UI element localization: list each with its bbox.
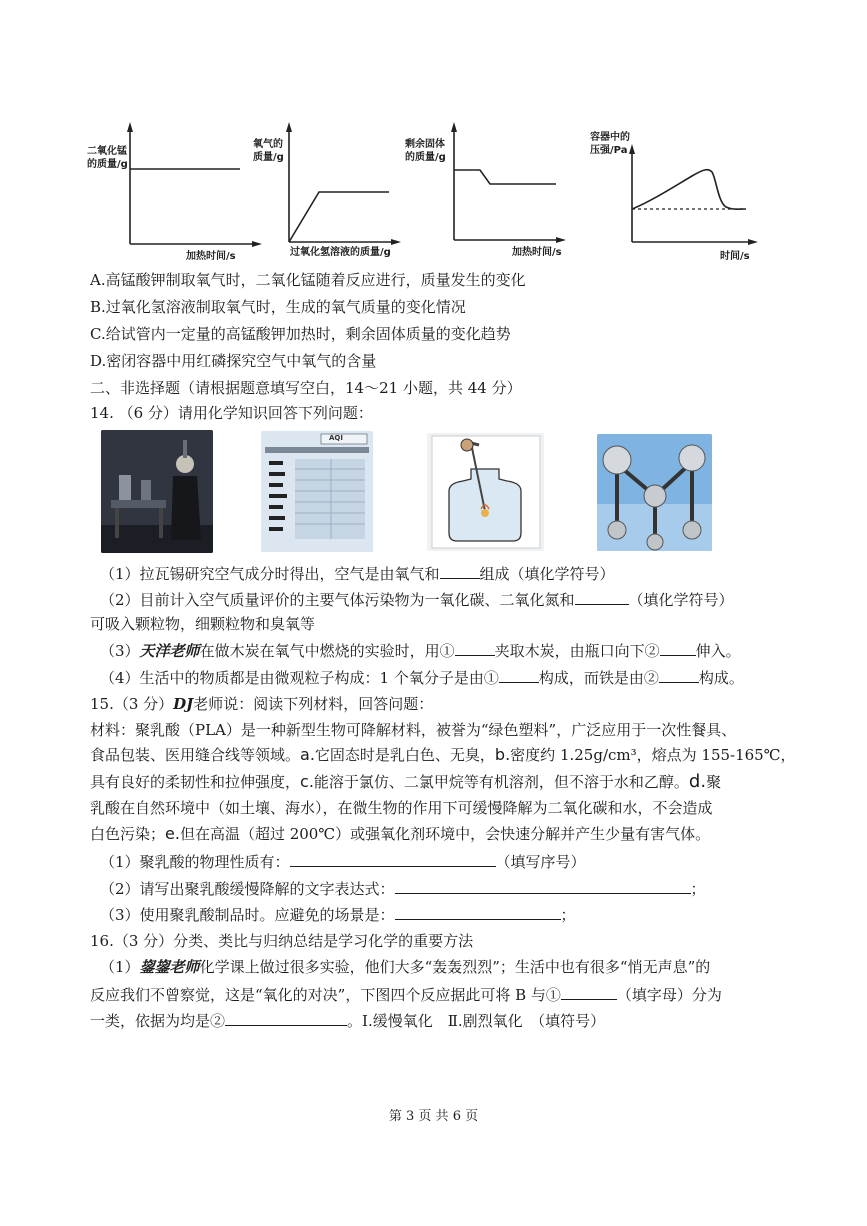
graph2-xlabel: 过氧化氢溶液的质量/g [290,247,391,258]
aqi-table-illustration [261,431,373,552]
q14-part4-text-c: 构成。 [698,669,744,687]
q14-stem: 14. （6 分）请用化学知识回答下列问题： [90,404,373,422]
photo-atomium [597,434,712,551]
graph4-xlabel: 时间/s [720,251,750,262]
q16-part1-line2 [90,984,722,1005]
q15-m5-text-c: 但在高温（超过 200℃）或强氧化剂环境中，会快速分解并产生少量有害气体。 [179,825,711,843]
graph4-x-arrow [748,239,758,245]
q14-part3-text-c: 伸入。 [695,642,741,660]
q16-stem: 16.（3 分）分类、类比与归纳总结是学习化学的重要方法 [90,932,474,950]
option-b: B.过氧化氢溶液制取氧气时，生成的氧气质量的变化情况 [90,298,466,316]
q15-marker-b: b. [494,745,511,764]
q15-sub1-text-b: （填写序号） [495,853,586,871]
option-a: A.高锰酸钾制取氧气时，二氧化锰随着反应进行，质量发生的变化 [90,271,526,289]
q15-marker-c: c. [300,772,314,791]
graph2-curve [289,192,389,242]
q15-sub1-blank[interactable] [290,851,496,867]
q15-stem [90,694,433,714]
option-d: D.密闭容器中用红磷探究空气中氧气的含量 [90,352,377,370]
graph1-ylabel-line1: 二氧化锰 [87,146,127,157]
q14-part4-text-a: （4）生活中的物质都是由微观粒子构成：1 个氧分子是由① [100,669,499,687]
q15-sub3-text-a: （3）使用聚乳酸制品时。应避免的场景是： [100,906,395,924]
q15-sub3-text-b: ； [560,906,576,924]
graph4-curve [632,170,746,209]
q16-part1-line2-text-b: （填字母）分为 [616,986,722,1004]
photo-charcoal-combustion [427,433,544,551]
q16-part1-text: 化学课上做过很多实验，他们大多“轰轰烈烈”；生活中也有很多“悄无声息”的 [199,958,711,976]
q16-part1-line1 [100,957,710,977]
graph2-y-arrow [286,122,292,132]
q15-sub2-blank[interactable] [395,878,691,894]
q14-part3-prefix: （3） [100,642,140,660]
option-c: C.给试管内一定量的高锰酸钾加热时，剩余固体质量的变化趋势 [90,325,511,343]
q14-part2-cont: 可吸入颗粒物，细颗粒物和臭氧等 [90,615,316,633]
graph2-ylabel-line1: 氧气的 [253,139,283,150]
lavoisier-illustration [101,430,213,553]
q14-part2-text-a: （2）目前计入空气质量评价的主要气体污染物为一氧化碳、二氧化氮和 [100,591,575,609]
q16-blank2[interactable] [225,1010,347,1026]
q15-material-line5 [90,824,710,844]
graph3-xlabel: 加热时间/s [512,247,562,258]
graph3-curve [454,170,556,184]
photo-lavoisier [101,430,213,553]
q15-teacher-name: DJ [173,695,194,713]
q15-m3-text-a: 具有良好的柔韧性和拉伸强度， [90,773,301,791]
graph1-svg [118,128,258,246]
graph3-ylabel-line2: 的质量/g [405,152,446,163]
q14-part3-blank1[interactable] [455,640,495,656]
q15-material-line4: 乳酸在自然环境中（如土壤、海水），在微生物的作用下可缓慢降解为二氧化碳和水，不会造成 [90,799,713,817]
q15-marker-d: d. [688,771,707,792]
q14-part4-blank1[interactable] [499,667,539,683]
graph2-svg [277,128,407,246]
graph4-plot [620,150,760,254]
q16-part1-line3 [90,1010,605,1031]
q16-part1-line3-text-a: 一类，依据为均是② [90,1012,226,1030]
q14-part2 [100,589,734,610]
q16-part1-line2-text-a: 反应我们不曾察觉，这是“氧化的对决”，下图四个反应据此可将 B 与① [90,986,561,1004]
q15-marker-e: e. [165,824,180,843]
q15-m5-text-a: 白色污染； [90,825,166,843]
aqi-header-label: AQI [329,434,343,442]
graph2-x-arrow [391,239,401,245]
graph3-y-arrow [451,122,457,132]
q14-part3-text-a: 在做木炭在氧气中燃烧的实验时，用① [199,642,455,660]
q15-m3-text-e: 聚 [706,773,722,791]
graph1-y-arrow [127,122,133,132]
q14-part2-blank[interactable] [575,589,629,605]
combustion-illustration [427,433,544,551]
photo-aqi-chart [261,431,373,552]
q15-sub2-text-a: （2）请写出聚乳酸缓慢降解的文字表达式： [100,880,395,898]
q15-sub2-text-b: ； [690,880,706,898]
q15-material-line1: 材料：聚乳酸（PLA）是一种新型生物可降解材料，被誉为“绿色塑料”，广泛应用于一次性餐具、 [90,721,737,739]
graph3-plot [442,128,572,250]
graph4-ylabel-line2: 压强/Pa [590,145,628,156]
q14-part4 [100,667,744,688]
graph1-plot [118,128,258,250]
graph4-ylabel-line1: 容器中的 [590,132,630,143]
q15-sub1 [100,851,586,872]
q15-m2-text-a: 食品包装、医用缝合线等领域。 [90,746,301,764]
graph4-svg [620,150,760,250]
q15-material-line2 [90,745,796,765]
q15-marker-a: a. [300,745,315,764]
q14-part3-text-b: 夹取木炭，由瓶口向下② [494,642,660,660]
graph3-ylabel-line1: 剩余固体 [405,139,445,150]
q14-part1-text-a: （1）拉瓦锡研究空气成分时得出，空气是由氧气和 [100,565,440,583]
q14-part2-text-b: （填化学符号） [628,591,734,609]
graph1-x-arrow [252,241,262,247]
atomium-illustration [597,434,712,551]
graph2-plot [277,128,407,250]
q16-teacher-name: 鋆鋆老师 [139,958,200,976]
q14-part1 [100,563,615,584]
graph3-x-arrow [556,237,566,243]
graph2-ylabel-line2: 质量/g [253,152,284,163]
q15-m3-text-c: 能溶于氯仿、二氯甲烷等有机溶剂，但不溶于水和乙醇。 [313,773,689,791]
page-footer: 第 3 页 共 6 页 [388,1109,479,1124]
q16-part1-prefix: （1） [100,958,140,976]
q14-part1-blank[interactable] [440,563,480,579]
graph1-ylabel-line2: 的质量/g [87,159,128,170]
q14-part3-blank2[interactable] [660,640,696,656]
q15-sub3-blank[interactable] [395,904,561,920]
q15-stem-a: 15.（3 分） [90,695,174,713]
q15-sub1-text-a: （1）聚乳酸的物理性质有： [100,853,290,871]
graph3-ylabel [405,138,446,164]
q15-m2-text-e: 密度约 1.25g/cm³，熔点为 155-165℃， [510,746,796,764]
q15-material-line3 [90,772,721,792]
q15-sub3 [100,904,576,925]
q15-m2-text-c: 它固态时是乳白色、无臭， [314,746,495,764]
q16-blank1[interactable] [561,984,617,1000]
q14-part3 [100,640,741,661]
q15-stem-b: 老师说：阅读下列材料，回答问题： [193,695,434,713]
q14-part3-teacher-name: 天洋老师 [139,642,200,660]
graph3-svg [442,128,572,246]
q14-part4-text-b: 构成，而铁是由② [538,669,659,687]
q15-sub2 [100,878,706,899]
section2-heading: 二、非选择题（请根据题意填写空白，14～21 小题，共 44 分） [90,379,522,397]
q14-part4-blank2[interactable] [659,667,699,683]
q16-part1-line3-text-b: 。Ⅰ.缓慢氧化 Ⅱ.剧烈氧化 （填符号） [347,1012,606,1030]
q14-part1-text-b: 组成（填化学符号） [479,565,615,583]
graph1-xlabel: 加热时间/s [186,251,236,262]
